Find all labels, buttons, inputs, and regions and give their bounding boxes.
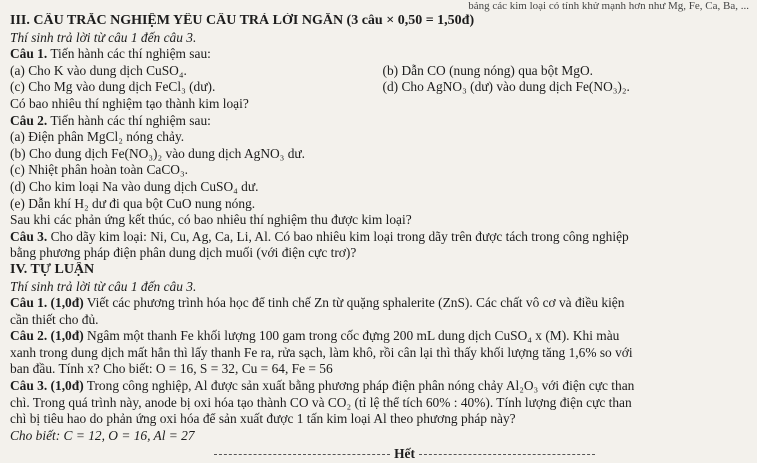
s3-q1-ask: Có bao nhiêu thí nghiệm tạo thành kim loại? — [10, 95, 249, 111]
s4-q3-given: Cho biết: C = 12, O = 16, Al = 27 — [10, 427, 195, 443]
s3-q2-c: (c) Nhiệt phân hoàn toàn CaCO₃. — [10, 162, 188, 178]
s3-q1-row1: (a) Cho K vào dung dịch CuSO₄. (b) Dẫn CO (nung nóng) qua bột MgO. — [10, 62, 594, 78]
section3-instruction: Thí sinh trả lời từ câu 1 đến câu 3. — [10, 29, 197, 45]
footer — [10, 446, 749, 463]
section4-heading: IV. TỰ LUẬN — [10, 261, 95, 277]
s3-q2-ask: Sau khi các phản ứng kết thúc, có bao nhiêu thí nghiệm thu được kim loại? — [10, 212, 412, 228]
s3-q2-e: (e) Dẫn khí H₂ dư đi qua bột CuO nung nóng. — [10, 195, 256, 211]
s3-q2-a: (a) Điện phân MgCl₂ nóng chảy. — [10, 129, 185, 145]
s3-q3: Câu 3. Cho dãy kim loại: Ni, Cu, Ag, Ca, Li, Al. Có bao nhiêu kim loại trong dãy trên được tách trong công nghiệp — [10, 228, 629, 244]
s4-q3-line3: chì bị tiêu hao do phản ứng oxi hóa để sản xuất được 1 tấn kim loại Al theo phương pháp này? — [10, 411, 516, 427]
s4-q2-line2: xanh trong dung dịch mất hẳn thì lấy thanh Fe ra, rửa sạch, làm khô, rồi cân lại thì thấy khối lượng tăng 1,6% so với — [10, 344, 633, 360]
s3-q2-d: (d) Cho kim loại Na vào dung dịch CuSO₄ dư. — [10, 178, 259, 194]
s3-q2: Câu 2. Tiến hành các thí nghiệm sau: — [10, 112, 211, 128]
s4-q2-line3: ban đầu. Tính x? Cho biết: O = 16, S = 32, Cu = 64, Fe = 56 — [10, 361, 333, 377]
footer-end-label: Hết — [394, 446, 415, 462]
section4-instruction: Thí sinh trả lời từ câu 1 đến câu 3. — [10, 278, 197, 294]
s3-q1-row2: (c) Cho Mg vào dung dịch FeCl₃ (dư). (d) Cho AgNO₃ (dư) vào dung dịch Fe(NO₃)₂. — [10, 79, 630, 95]
s3-q3-line2: bằng phương pháp điện phân dung dịch muối (với điện cực trơ)? — [10, 245, 357, 261]
top-fragment: bảng các kim loại có tính khử mạnh hơn như Mg, Fe, Ca, Ba, ... — [468, 0, 749, 12]
s4-q2: Câu 2. (1,0đ) Ngâm một thanh Fe khối lượng 100 gam trong cốc đựng 200 mL dung dịch CuSO₄ x (M). Khi màu — [10, 328, 620, 344]
s4-q1: Câu 1. (1,0đ) Viết các phương trình hóa học để tinh chế Zn từ quặng sphalerite (ZnS). Các chất vô cơ và điều kiện — [10, 295, 625, 311]
s3-q2-b: (b) Cho dung dịch Fe(NO₃)₂ vào dung dịch AgNO₃ dư. — [10, 145, 305, 161]
s4-q3: Câu 3. (1,0đ) Trong công nghiệp, Al được sản xuất bằng phương pháp điện phân nóng chảy Al₂O₃ với điện cực than — [10, 378, 635, 394]
footer-dash-right — [419, 454, 595, 455]
s3-q1: Câu 1. Tiến hành các thí nghiệm sau: — [10, 46, 211, 62]
footer-dash-left — [214, 454, 390, 455]
section3-heading: III. CÂU TRẮC NGHIỆM YÊU CẦU TRẢ LỜI NGẮN (3 câu × 0,50 = 1,50đ) — [10, 13, 475, 28]
s4-q3-line2: chì. Trong quá trình này, anode bị oxi hóa tạo thành CO và CO₂ (tỉ lệ thể tích 60% : 40%). Tính lượng điện cực than — [10, 394, 632, 410]
s4-q1-line2: cần thiết cho đủ. — [10, 311, 99, 327]
